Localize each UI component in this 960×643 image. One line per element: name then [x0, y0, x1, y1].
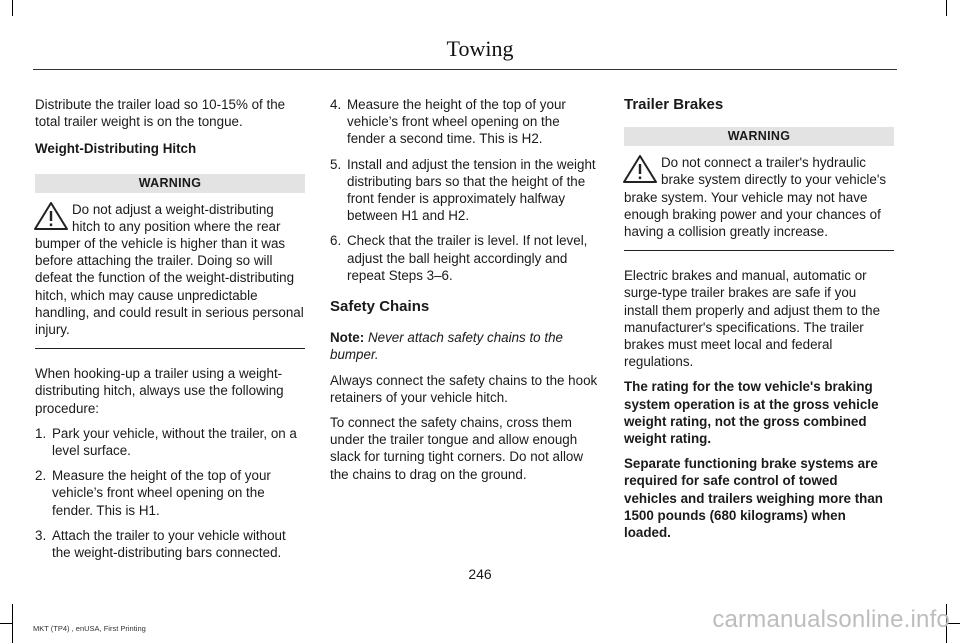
procedure-steps	[35, 425, 305, 561]
step-number: 1.	[35, 425, 47, 441]
list-item	[330, 96, 600, 148]
warning-text: Do not connect a trailer's hydraulic brake system directly to your vehicle's brake system. Your vehicle may not have enough braking power and your chances of having a collision greatly increase.	[624, 155, 887, 240]
page-title: Towing	[446, 36, 514, 61]
list-item	[35, 467, 305, 519]
step-text: Measure the height of the top of your vehicle’s front wheel opening on the fender. This is H1.	[52, 468, 271, 518]
braking-rating-note: The rating for the tow vehicle's braking system operation is at the gross vehicle weight rating, not the gross combined weight rating.	[624, 379, 879, 447]
edition-footer: MKT (TP4) , enUSA, First Printing	[33, 624, 146, 633]
watermark: carmanualsonline.info	[712, 606, 950, 633]
column-1	[35, 96, 305, 569]
step-text: Install and adjust the tension in the weight distributing bars so that the height of the front fender is approximately halfway between H1 and H2.	[347, 156, 596, 224]
step-number: 4.	[330, 97, 342, 112]
warning-triangle-icon	[33, 201, 69, 231]
page-number: 246	[468, 566, 492, 582]
safety-chain-instructions: To connect the safety chains, cross them under the trailer tongue and allow enough slack for turning tight corners. Do not allow the chains to drag on the ground.	[330, 415, 584, 482]
header-divider	[33, 69, 897, 70]
step-text: Park your vehicle, without the trailer, on a level surface.	[52, 425, 297, 459]
list-item	[35, 425, 305, 459]
warning-label: WARNING	[35, 174, 305, 193]
section-heading-weight-distributing-hitch: Weight-Distributing Hitch	[35, 141, 197, 157]
crop-mark	[0, 623, 12, 624]
warning-box	[624, 154, 894, 251]
separate-brakes-note: Separate functioning brake systems are required for safe control of towed vehicles and trailers weighing more than 1500 pounds (680 kilograms) when loaded.	[624, 456, 883, 541]
step-number: 5.	[330, 156, 342, 172]
safety-chain-paragraph: Always connect the safety chains to the hook retainers of your vehicle hitch.	[330, 372, 598, 405]
section-heading-trailer-brakes: Trailer Brakes	[624, 96, 724, 113]
warning-triangle-icon	[622, 154, 658, 184]
warning-text: Do not adjust a weight-distributing hitch to any position where the rear bumper of the vehicle is higher than it was before attaching the trailer. Doing so will defeat the function of the weight-distributing hitch, which may cause unpredictable handling, and could result in serious personal injury.	[35, 201, 304, 338]
crop-mark	[946, 0, 947, 16]
crop-mark	[12, 604, 13, 643]
warning-label: WARNING	[624, 127, 894, 146]
tongue-weight-paragraph: Distribute the trailer load so 10-15% of the total trailer weight is on the tongue.	[35, 97, 286, 130]
warning-box	[35, 201, 305, 350]
column-2	[330, 96, 600, 491]
note	[330, 329, 600, 363]
list-item	[35, 527, 305, 561]
procedure-steps-continued	[330, 96, 600, 284]
step-number: 3.	[35, 527, 47, 543]
column-3	[624, 96, 894, 549]
list-item	[330, 232, 600, 284]
step-text: Check that the trailer is level. If not level, adjust the ball height accordingly and repeat Steps 3–6.	[347, 233, 588, 283]
list-item	[330, 156, 600, 225]
step-text: Measure the height of the top of your vehicle’s front wheel opening on the fender a second time. This is H2.	[347, 97, 566, 147]
crop-mark	[12, 0, 13, 16]
section-heading-safety-chains: Safety Chains	[330, 298, 430, 316]
procedure-intro: When hooking-up a trailer using a weight-distributing hitch, always use the following procedure:	[35, 366, 284, 416]
step-number: 6.	[330, 233, 342, 249]
step-text: Attach the trailer to your vehicle without the weight-distributing bars connected.	[52, 527, 286, 561]
note-label: Note:	[330, 330, 365, 346]
step-number: 2.	[35, 468, 47, 484]
note-text: Never attach safety chains to the bumper.	[330, 330, 563, 363]
trailer-brakes-paragraph: Electric brakes and manual, automatic or surge-type trailer brakes are safe if you install them properly and adjust them to the manufacturer's specifications. The trailer brakes must meet local and federal regulations.	[624, 268, 881, 370]
